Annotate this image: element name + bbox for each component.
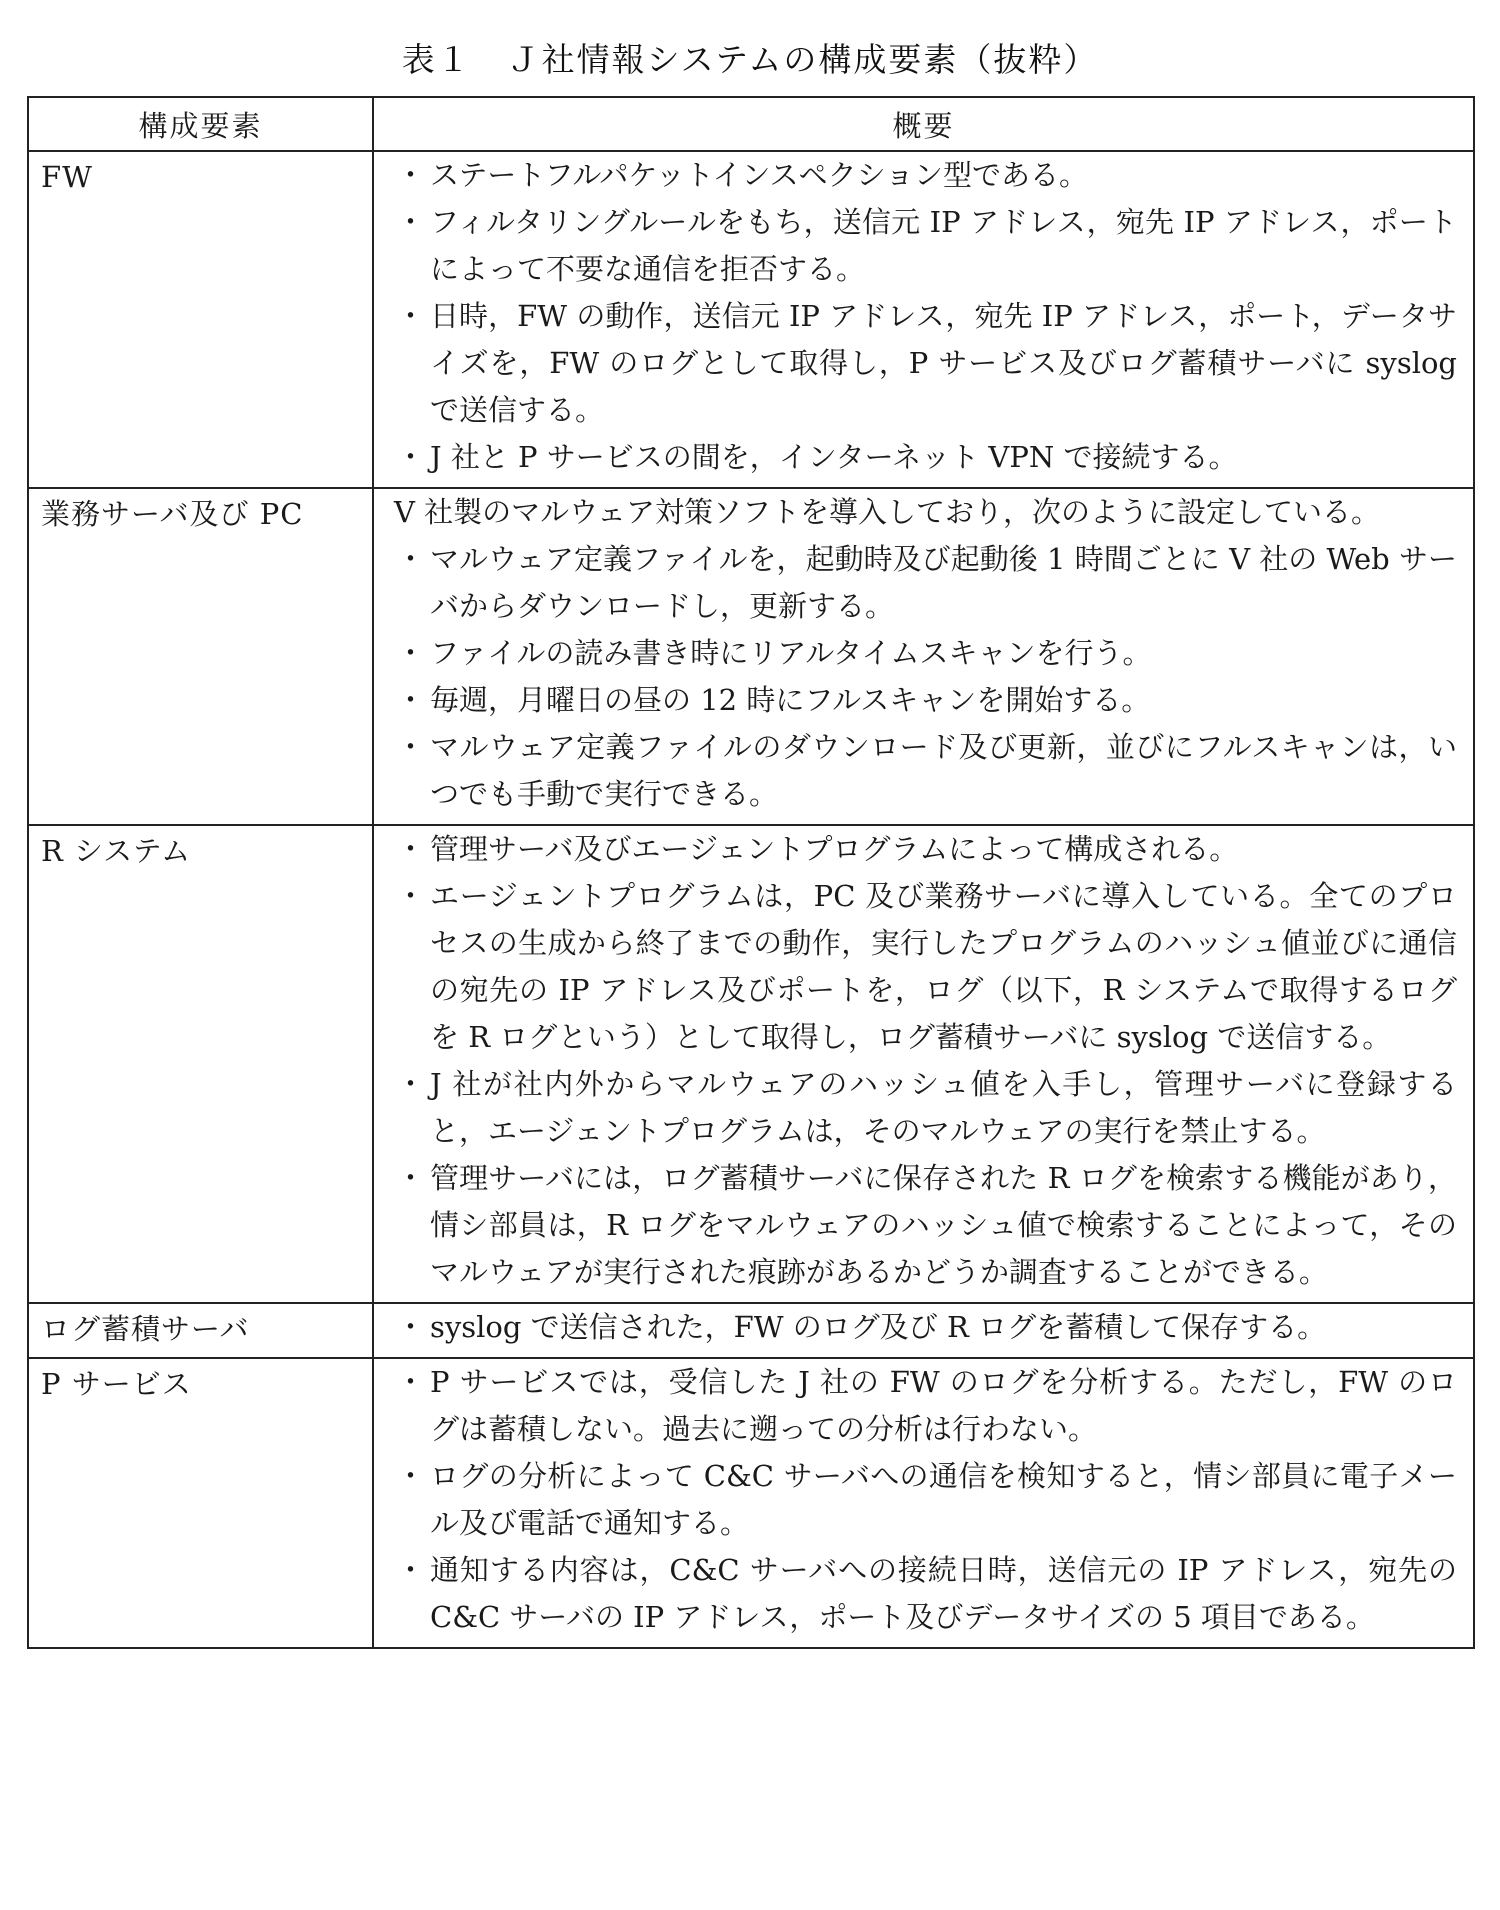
components-table	[27, 96, 1475, 1649]
list-item: ・ J 社が社内外からマルウェアのハッシュ値を入手し，管理サーバに登録すると，エージェントプログラムは，そのマルウェアの実行を禁止する。	[396, 1067, 1457, 1148]
list-item: ・ 管理サーバには，ログ蓄積サーバに保存された R ログを検索する機能があり，情シ部員は，R ログをマルウェアのハッシュ値で検索することによって，そのマルウェアが実行された痕跡があるかどうか調査することができる。	[396, 1161, 1457, 1289]
overview-cell	[373, 1303, 1474, 1358]
element-name: R システム	[28, 825, 373, 1303]
list-item: ・ マルウェア定義ファイルを，起動時及び起動後 1 時間ごとに V 社の Web サーバからダウンロードし，更新する。	[396, 542, 1457, 623]
table-header-row	[28, 97, 1474, 151]
element-name: 業務サーバ及び PC	[28, 488, 373, 825]
table-row	[28, 151, 1474, 488]
list-item: ・ ファイルの読み書き時にリアルタイムスキャンを行う。	[396, 636, 1152, 670]
list-item: ・ 日時，FW の動作，送信元 IP アドレス，宛先 IP アドレス，ポート，データサイズを，FW のログとして取得し，P サービス及びログ蓄積サーバに syslog で送信する。	[396, 299, 1457, 427]
overview-cell	[373, 488, 1474, 825]
overview-cell	[373, 1358, 1474, 1648]
list-item: ・ エージェントプログラムは，PC 及び業務サーバに導入している。全てのプロセスの生成から終了までの動作，実行したプログラムのハッシュ値並びに通信の宛先の IP アドレス及びポートを，ログ（以下，R システムで取得するログを R ログという）として取得し，ログ蓄積サーバに syslog で送信する。	[396, 879, 1457, 1054]
element-name: FW	[28, 151, 373, 488]
element-name: P サービス	[28, 1358, 373, 1648]
overview-cell	[373, 825, 1474, 1303]
overview-cell	[373, 151, 1474, 488]
table-row	[28, 1303, 1474, 1358]
table-row	[28, 1358, 1474, 1648]
list-item: ・ P サービスでは，受信した J 社の FW のログを分析する。ただし，FW のログは蓄積しない。過去に遡っての分析は行わない。	[396, 1365, 1457, 1446]
list-item: ・ syslog で送信された，FW のログ及び R ログを蓄積して保存する。	[396, 1310, 1327, 1344]
list-item: ・ 管理サーバ及びエージェントプログラムによって構成される。	[396, 832, 1239, 866]
list-item: ・ 通知する内容は，C&C サーバへの接続日時，送信元の IP アドレス，宛先の C&C サーバの IP アドレス，ポート及びデータサイズの 5 項目である。	[396, 1553, 1457, 1634]
table-title: 表１ Ｊ社情報システムの構成要素（抜粋）	[401, 40, 1099, 79]
list-item: ・ 毎週，月曜日の昼の 12 時にフルスキャンを開始する。	[396, 683, 1151, 717]
header-element: 構成要素	[28, 97, 373, 151]
list-item: ・ ステートフルパケットインスペクション型である。	[396, 158, 1089, 192]
list-item: ・ ログの分析によって C&C サーバへの通信を検知すると，情シ部員に電子メール及び電話で通知する。	[396, 1459, 1457, 1540]
table-row	[28, 488, 1474, 825]
list-item: ・ フィルタリングルールをもち，送信元 IP アドレス，宛先 IP アドレス，ポートによって不要な通信を拒否する。	[396, 205, 1457, 286]
overview-intro: V 社製のマルウェア対策ソフトを導入しており，次のように設定している。	[394, 495, 1381, 529]
list-item: ・ マルウェア定義ファイルのダウンロード及び更新，並びにフルスキャンは，いつでも手動で実行できる。	[396, 730, 1457, 811]
header-overview: 概要	[373, 97, 1474, 151]
element-name: ログ蓄積サーバ	[28, 1303, 373, 1358]
list-item: ・ J 社と P サービスの間を，インターネット VPN で接続する。	[396, 440, 1238, 474]
table-row	[28, 825, 1474, 1303]
